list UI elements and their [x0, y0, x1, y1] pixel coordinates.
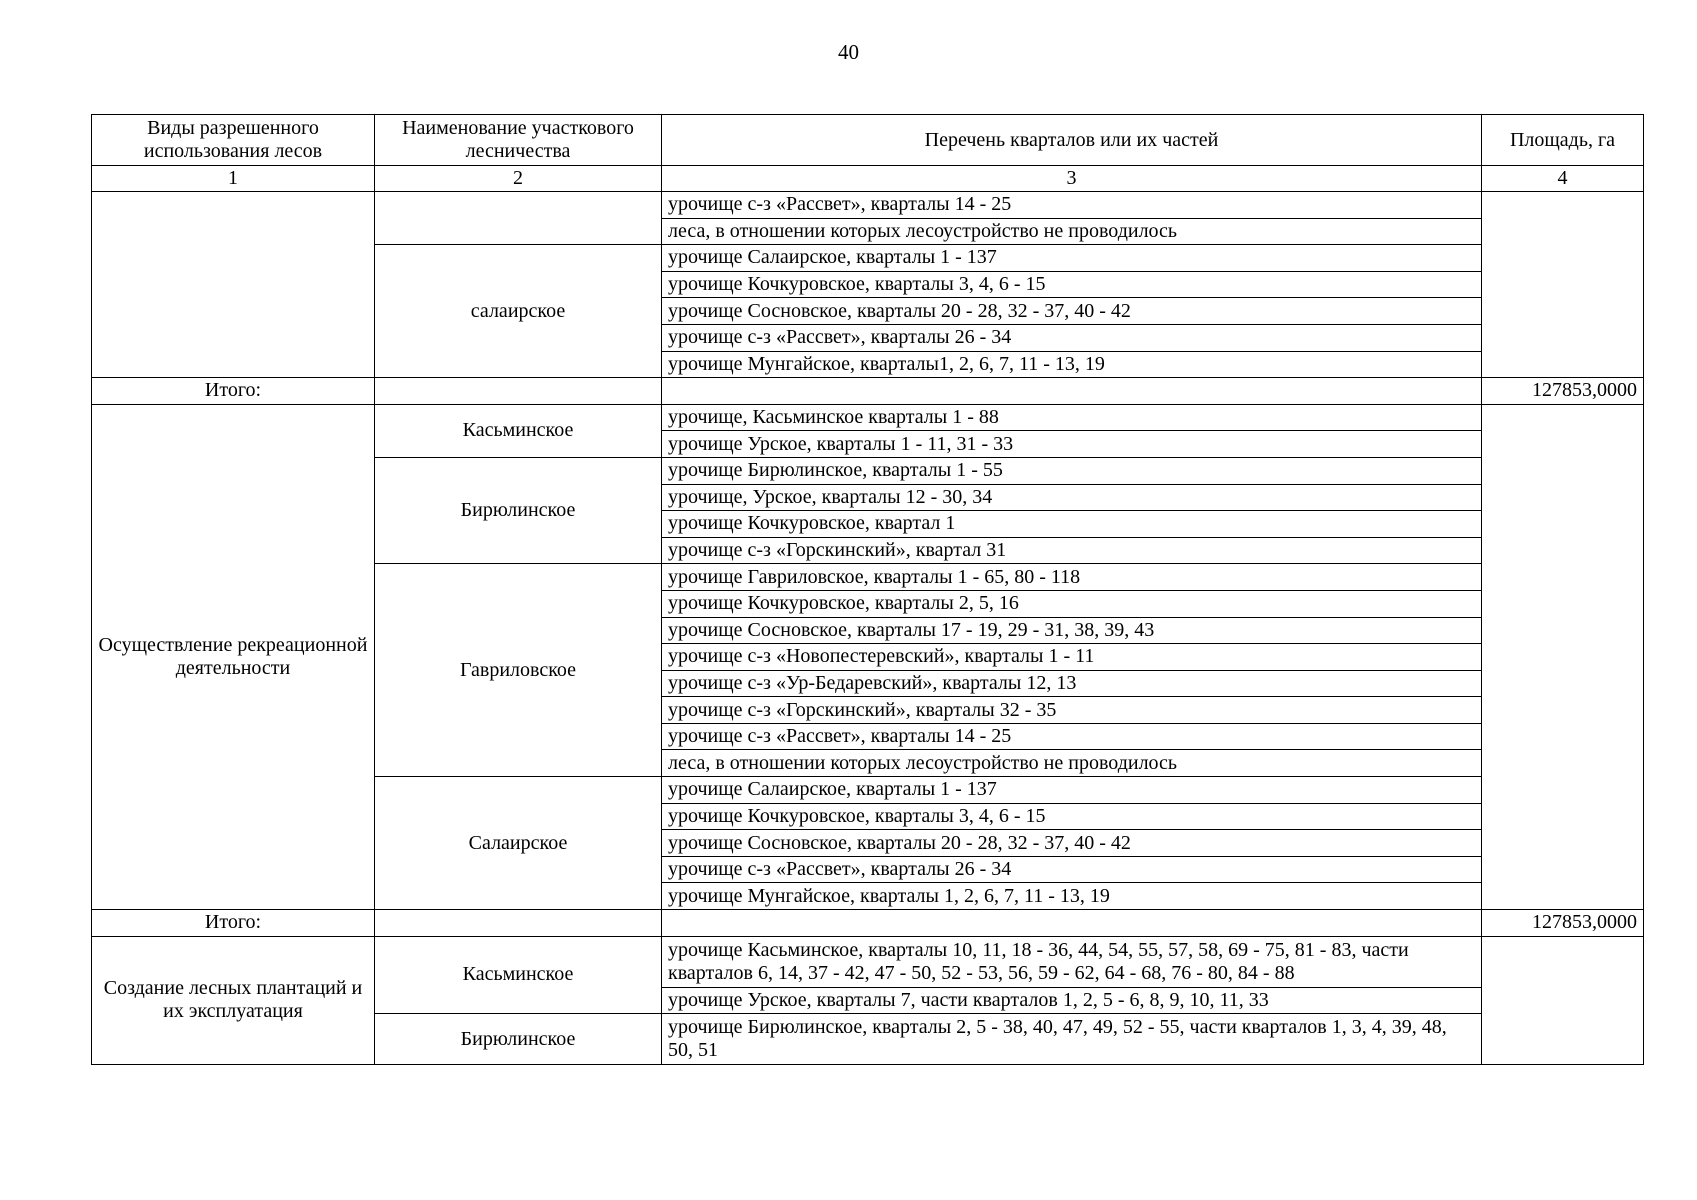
quarter-item: урочище с-з «Горскинский», квартал 31 — [662, 537, 1482, 564]
header-forestry: Наименование участкового лесничества — [375, 115, 662, 166]
quarter-item: урочище, Касьминское кварталы 1 - 88 — [662, 404, 1482, 431]
forestry-cell: Касьминское — [375, 936, 662, 1014]
empty-cell — [662, 910, 1482, 937]
table-row — [92, 192, 1644, 219]
forestry-cell: Гавриловское — [375, 564, 662, 777]
quarter-item: леса, в отношении которых лесоустройство не проводилось — [662, 750, 1482, 777]
table-row — [92, 936, 1644, 987]
area-cell — [1482, 404, 1644, 909]
total-value: 127853,0000 — [1482, 378, 1644, 405]
quarter-item: урочище с-з «Рассвет», кварталы 26 - 34 — [662, 324, 1482, 351]
quarter-item: урочище с-з «Новопестеревский», кварталы 1 - 11 — [662, 644, 1482, 671]
area-cell — [1482, 192, 1644, 378]
table-header-row — [92, 115, 1644, 166]
quarter-item: урочище Гавриловское, кварталы 1 - 65, 80 - 118 — [662, 564, 1482, 591]
empty-cell — [375, 910, 662, 937]
quarter-item: урочище Кочкуровское, кварталы 2, 5, 16 — [662, 590, 1482, 617]
quarter-item: урочище с-з «Рассвет», кварталы 14 - 25 — [662, 192, 1482, 219]
quarter-item: урочище Кочкуровское, кварталы 3, 4, 6 - 15 — [662, 271, 1482, 298]
column-number: 4 — [1482, 166, 1644, 192]
area-cell — [1482, 936, 1644, 1065]
quarter-item: урочище Бирюлинское, кварталы 1 - 55 — [662, 457, 1482, 484]
quarter-item: урочище Сосновское, кварталы 20 - 28, 32 - 37, 40 - 42 — [662, 830, 1482, 857]
total-value: 127853,0000 — [1482, 910, 1644, 937]
total-label: Итого: — [92, 378, 375, 405]
forestry-cell: Салаирское — [375, 777, 662, 910]
quarter-item: урочище Мунгайское, кварталы 1, 2, 6, 7, 11 - 13, 19 — [662, 883, 1482, 910]
quarter-item: урочище Мунгайское, кварталы1, 2, 6, 7, 11 - 13, 19 — [662, 351, 1482, 378]
quarter-item: урочище Урское, кварталы 7, части кварталов 1, 2, 5 - 6, 8, 9, 10, 11, 33 — [662, 987, 1482, 1014]
total-row — [92, 910, 1644, 937]
use-type-cell: Создание лесных плантаций и их эксплуатация — [92, 936, 375, 1065]
column-number: 3 — [662, 166, 1482, 192]
quarter-item: урочище Урское, кварталы 1 - 11, 31 - 33 — [662, 431, 1482, 458]
column-number: 1 — [92, 166, 375, 192]
quarter-item: урочище Кочкуровское, кварталы 3, 4, 6 - 15 — [662, 803, 1482, 830]
table-number-row — [92, 166, 1644, 192]
quarter-item: урочище, Урское, кварталы 12 - 30, 34 — [662, 484, 1482, 511]
use-type-cell: Осуществление рекреационной деятельности — [92, 404, 375, 909]
quarter-item: урочище Сосновское, кварталы 17 - 19, 29 - 31, 38, 39, 43 — [662, 617, 1482, 644]
forestry-cell — [375, 192, 662, 245]
quarter-item: урочище с-з «Ур-Бедаревский», кварталы 12, 13 — [662, 670, 1482, 697]
quarter-item: урочище с-з «Рассвет», кварталы 14 - 25 — [662, 723, 1482, 750]
header-use-type: Виды разрешенного использования лесов — [92, 115, 375, 166]
quarter-item: леса, в отношении которых лесоустройство не проводилось — [662, 218, 1482, 245]
quarter-item: урочище с-з «Горскинский», кварталы 32 - 35 — [662, 697, 1482, 724]
forestry-cell: Бирюлинское — [375, 457, 662, 563]
page-number: 40 — [838, 40, 859, 64]
forestry-cell: Касьминское — [375, 404, 662, 457]
forestry-cell: салаирское — [375, 245, 662, 378]
empty-cell — [662, 378, 1482, 405]
header-quarters: Перечень кварталов или их частей — [662, 115, 1482, 166]
use-type-cell — [92, 192, 375, 378]
forestry-cell: Бирюлинское — [375, 1014, 662, 1065]
quarter-item: урочище Бирюлинское, кварталы 2, 5 - 38, 40, 47, 49, 52 - 55, части кварталов 1, 3, 4, 39, 48, 50, 51 — [662, 1014, 1482, 1065]
header-area: Площадь, га — [1482, 115, 1644, 166]
table-row — [92, 404, 1644, 431]
quarter-item: урочище Салаирское, кварталы 1 - 137 — [662, 245, 1482, 272]
forest-use-table — [91, 114, 1644, 1065]
quarter-item: урочище Сосновское, кварталы 20 - 28, 32 - 37, 40 - 42 — [662, 298, 1482, 325]
quarter-item: урочище с-з «Рассвет», кварталы 26 - 34 — [662, 856, 1482, 883]
empty-cell — [375, 378, 662, 405]
quarter-item: урочище Касьминское, кварталы 10, 11, 18 - 36, 44, 54, 55, 57, 58, 69 - 75, 81 - 83, части кварталов 6, 14, 37 - 42, 47 - 50, 52 - 53, 56, 59 - 62, 64 - 68, 76 - 80, 84 - 88 — [662, 936, 1482, 987]
total-row — [92, 378, 1644, 405]
total-label: Итого: — [92, 910, 375, 937]
quarter-item: урочище Салаирское, кварталы 1 - 137 — [662, 777, 1482, 804]
quarter-item: урочище Кочкуровское, квартал 1 — [662, 511, 1482, 538]
column-number: 2 — [375, 166, 662, 192]
